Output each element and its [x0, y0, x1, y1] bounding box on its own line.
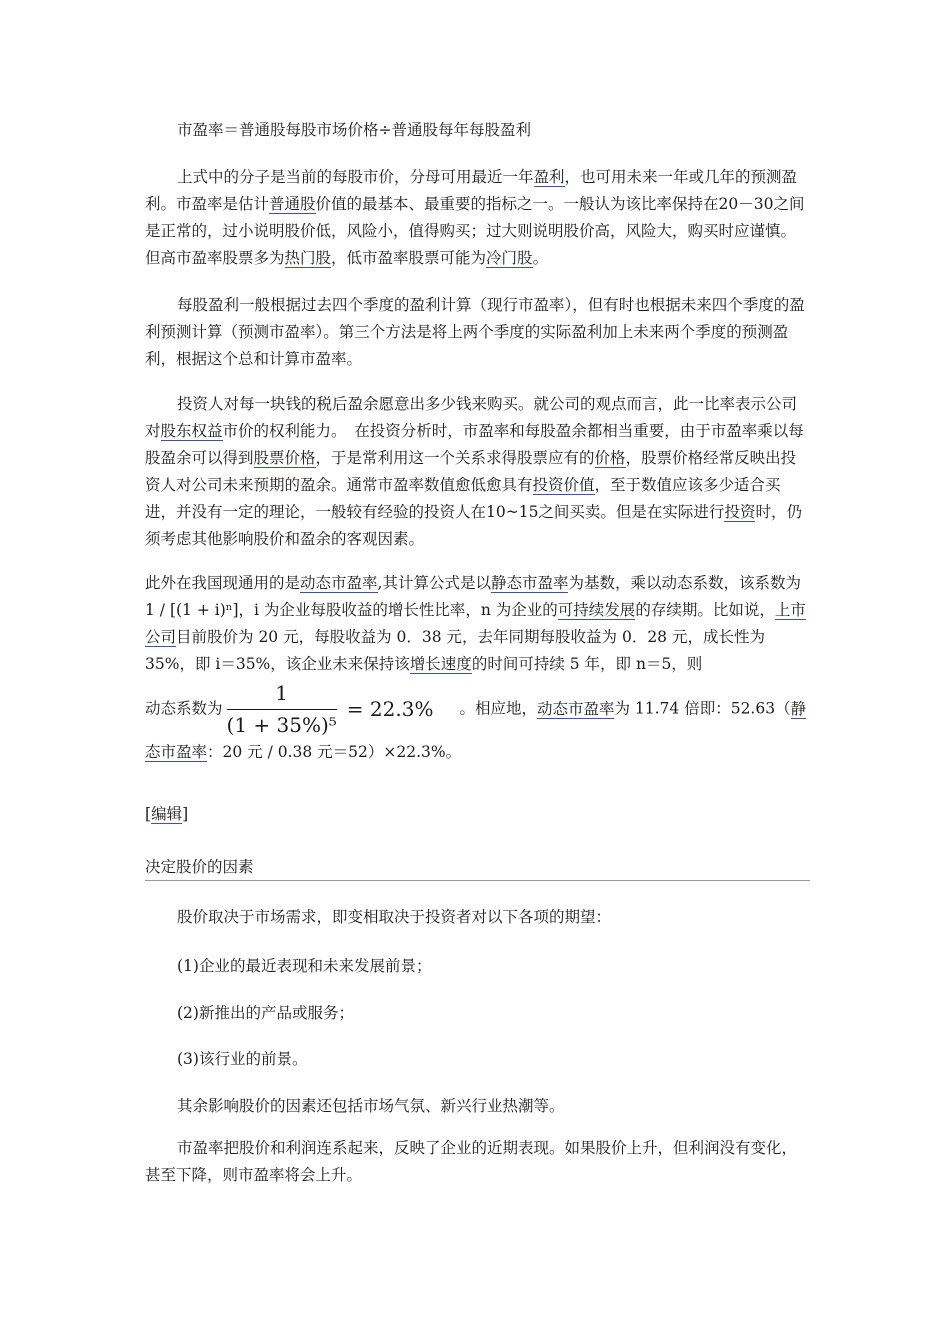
link-listed-company[interactable]: 上市公司: [145, 601, 806, 646]
list-item: (3)该行业的前景。: [177, 1050, 308, 1068]
equation-result: = 22.3%: [346, 697, 434, 721]
paragraph-pe-relation: 市盈率把股价和利润连系起来，反映了企业的近期表现。如果股价上升，但利润没有变化，甚至下降，则市盈率将会上升。: [145, 1139, 798, 1184]
list-intro: 股价取决于市场需求，即变相取决于投资者对以下各项的期望：: [177, 908, 612, 926]
link-investment-value[interactable]: 投资价值: [532, 476, 595, 494]
fraction-formula: [227, 680, 337, 739]
link-growth-rate[interactable]: 增长速度: [409, 655, 472, 673]
link-static-pe-2[interactable]: 静态市盈率: [145, 699, 807, 761]
edit-link[interactable]: 编辑: [151, 805, 183, 823]
list-item: (1)企业的最近表现和未来发展前景；: [177, 957, 432, 975]
paragraph-dynamic-pe: 此外在我国现通用的是动态市盈率,其计算公式是以静态市盈率为基数，乘以动态系数，该系数为 1 / [(1 + i)ⁿ]，i 为企业每股收益的增长性比率，n 为企业的可持续发展的存续期。比如说，上市公司目前股价为 20 元，每股收益为 0．38 元，去年同期每股收益为 0．28 元，成长性为 35%，即 i＝35%，该企业未来保持该增长速度的时间可持续 5 年，即 n＝5，则: [145, 574, 806, 673]
paragraph-eps: 每股盈利一般根据过去四个季度的盈利计算（现行市盈率），但有时也根据未来四个季度的盈利预测计算（预测市盈率）。第三个方法是将上两个季度的实际盈利加上未来两个季度的预测盈利，根据这个总和计算市盈率。: [145, 296, 805, 368]
paragraph-other-factors: 其余影响股价的因素还包括市场气氛、新兴行业热潮等。: [177, 1097, 565, 1115]
link-price[interactable]: 价格: [594, 449, 626, 467]
section-divider: [145, 880, 810, 881]
link-static-pe[interactable]: 静态市盈率: [490, 574, 569, 592]
link-dynamic-pe[interactable]: 动态市盈率: [300, 574, 378, 592]
paragraph-equation: 动态系数为 $\frac{1}{\text{(1 + 35\%)⁵}}$ = 22.3% 。相应地，动态市盈率为 11.74 倍即：52.63（静态市盈率：20 元 / 0.38 元＝52）×22.3%。: [145, 681, 807, 761]
link-sustainable-development[interactable]: 可持续发展: [557, 601, 636, 619]
link-profit[interactable]: 盈利: [533, 168, 565, 186]
paragraph-pe-definition: 上式中的分子是当前的每股市价，分母可用最近一年盈利，也可用未来一年或几年的预测盈利。市盈率是估计普通股价值的最基本、最重要的指标之一。一般认为该比率保持在20－30之间是正常的，过小说明股价低，风险小，值得购买；过大则说明股价高，风险大，购买时应谨慎。但高市盈率股票多为热门股，低市盈率股票可能为冷门股。: [145, 168, 805, 267]
paragraph-investor: 投资人对每一块钱的税后盈余愿意出多少钱来购买。就公司的观点而言，此一比率表示公司对股东权益市价的权利能力。 在投资分析时，市盈率和每股盈余都相当重要，由于市盈率乘以每股盈余可以得到股票价格，于是常利用这一个关系求得股票应有的价格，股票价格经常反映出投资人对公司未来预期的盈余。通常市盈率数值愈低愈具有投资价值，至于数值应该多少适合买进，并没有一定的理论，一般较有经验的投资人在10~15之间买卖。但是在实际进行投资时，仍须考虑其他影响股价和盈余的客观因素。: [145, 395, 804, 548]
link-dynamic-pe-2[interactable]: 动态市盈率: [536, 699, 615, 718]
link-shareholder-equity[interactable]: 股东权益: [160, 422, 223, 440]
list-item: (2)新推出的产品或服务；: [177, 1004, 354, 1022]
link-stock-price[interactable]: 股票价格: [253, 449, 316, 467]
link-hot-stock[interactable]: 热门股: [284, 249, 332, 267]
link-common-stock[interactable]: 普通股: [269, 195, 316, 213]
edit-line: [编辑]: [145, 805, 189, 823]
formula-line: 市盈率＝普通股每股市场价格÷普通股每年每股盈利: [177, 121, 531, 139]
link-investment[interactable]: 投资: [724, 503, 756, 521]
section-title: 决定股价的因素: [145, 858, 254, 876]
link-cold-stock[interactable]: 冷门股: [486, 249, 533, 267]
fraction-denominator: (1 + 35%)⁵: [227, 709, 337, 739]
fraction-numerator: 1: [275, 681, 289, 705]
